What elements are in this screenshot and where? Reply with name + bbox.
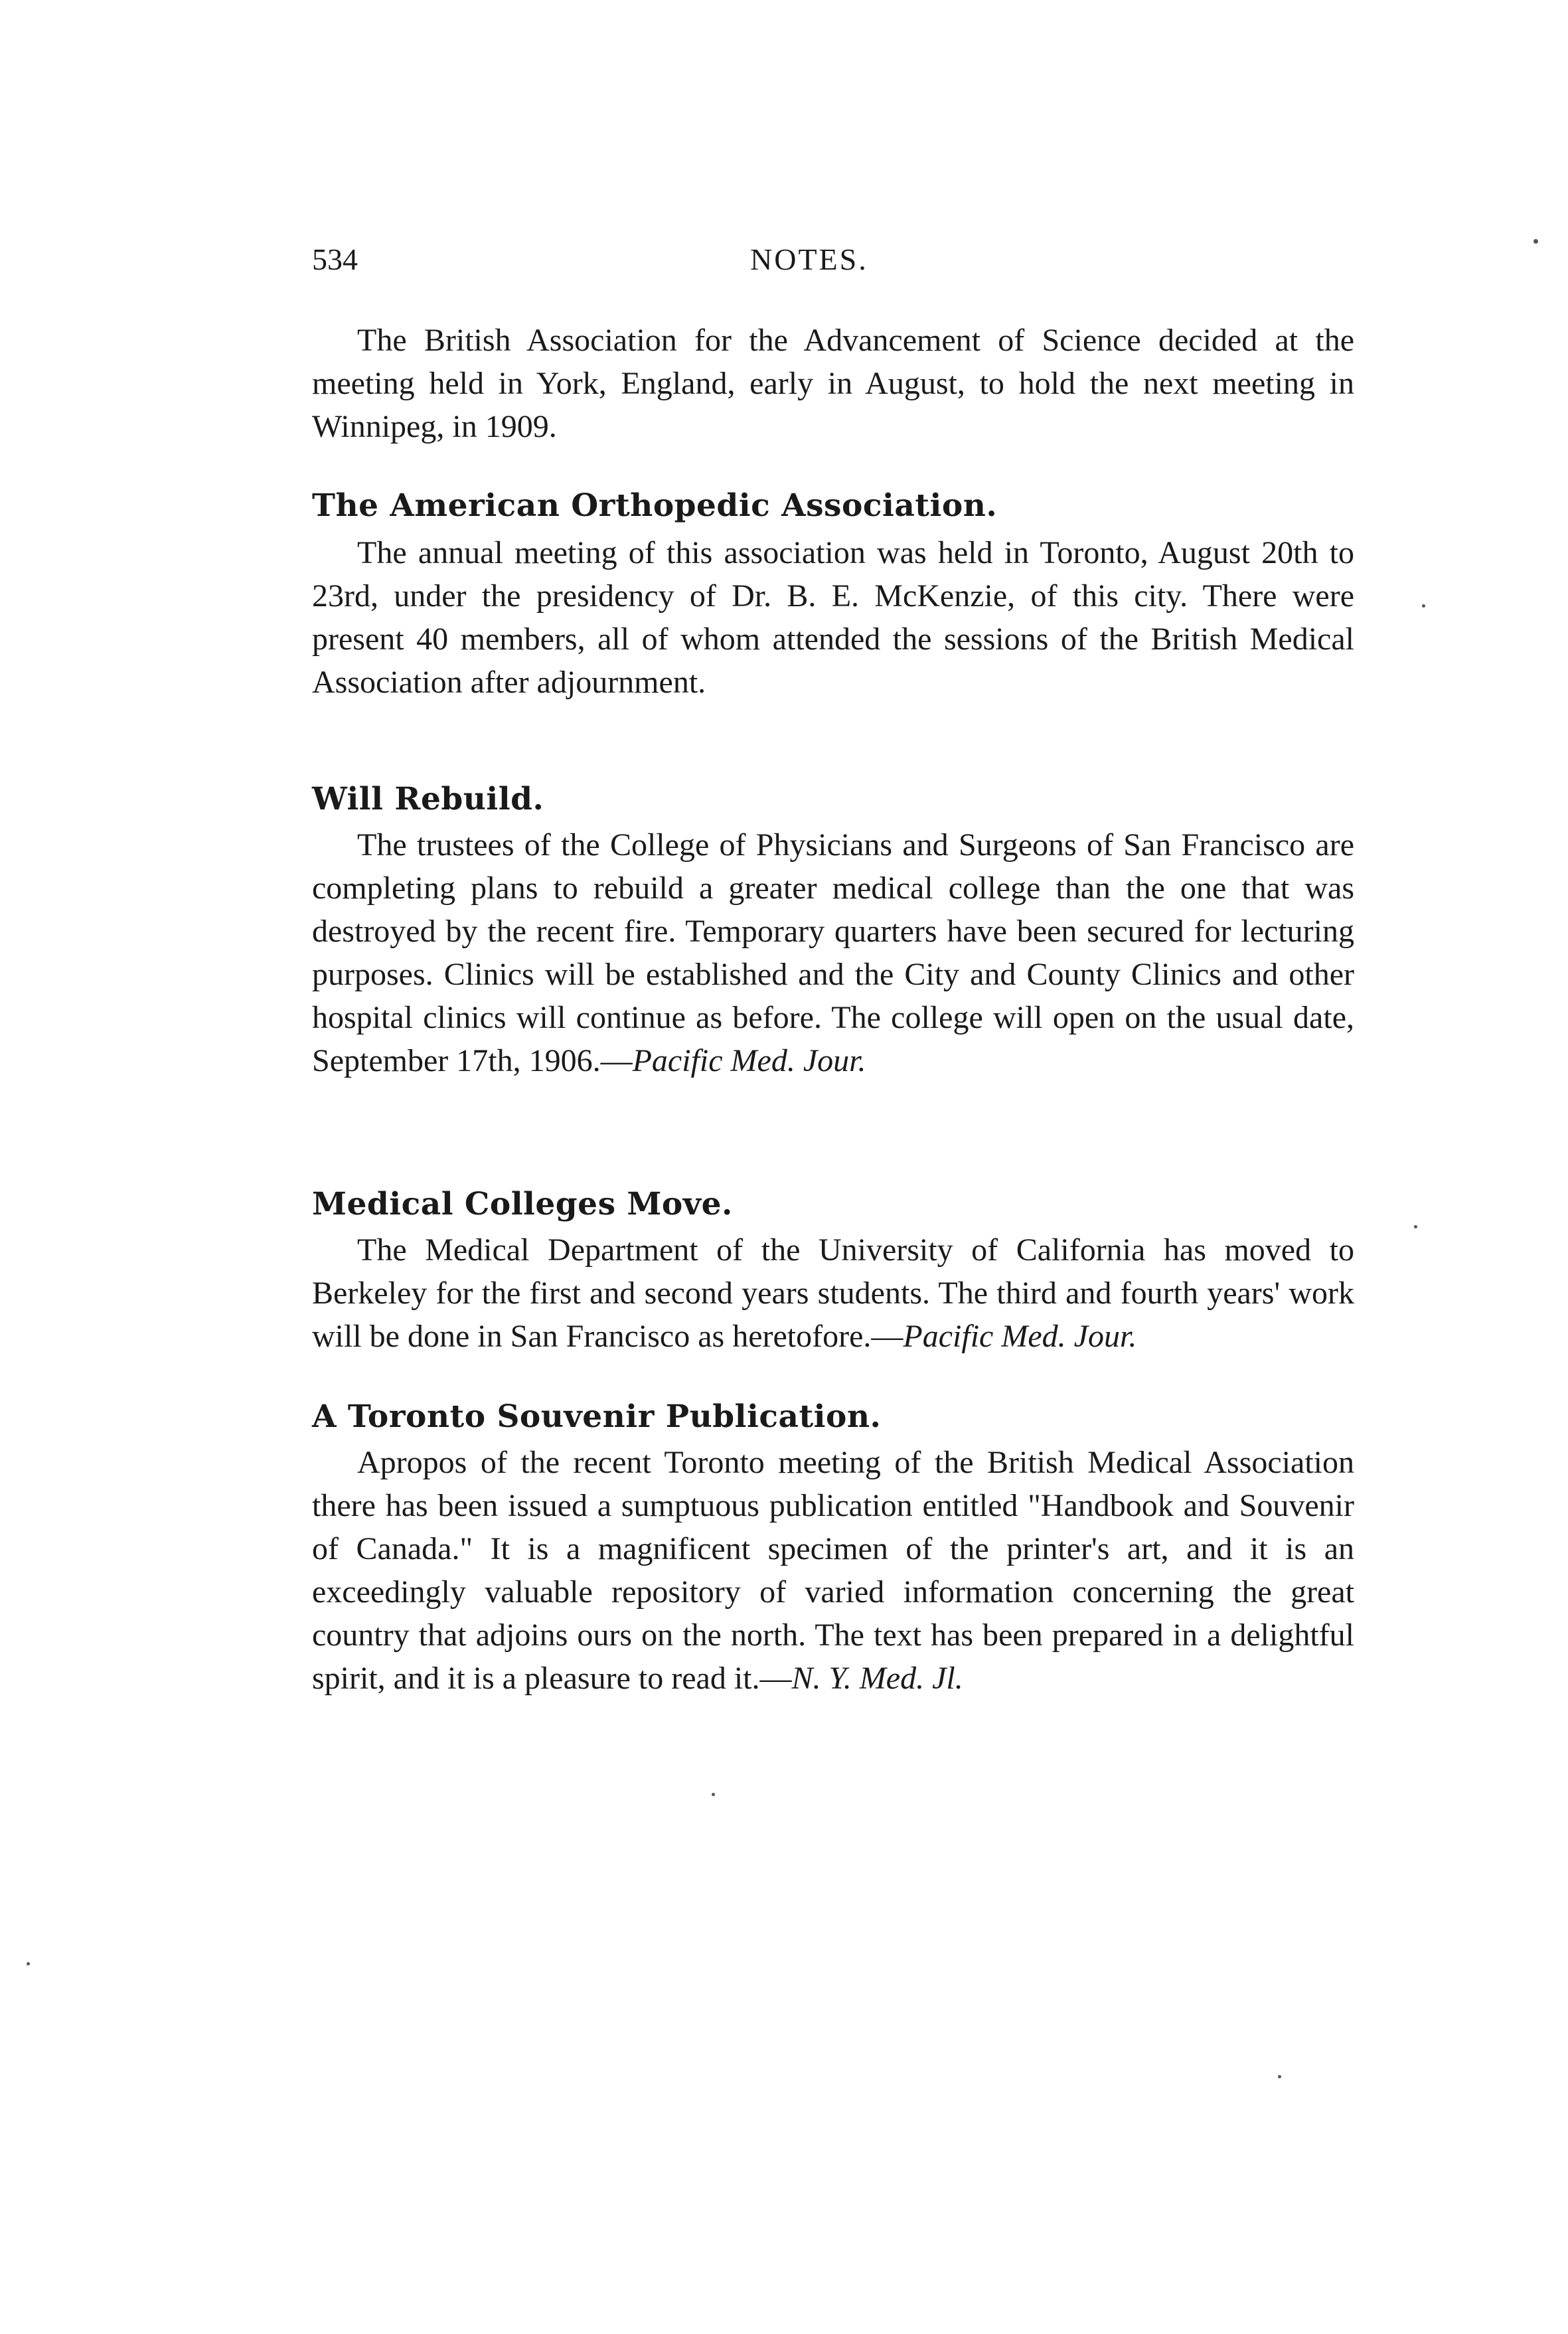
section-body-rebuild bbox=[312, 823, 1354, 1082]
section-text: Apropos of the recent Toronto meeting of the British Medical Association there has been issued a sumptuous publication entitled "Handbook and Souvenir of Canada." It is a magnificent specimen of the printer's art, and it is an exceedingly valuable repository of varied information concerning the great country that adjoins ours on the north. The text has been prepared in a delightful spirit, and it is a pleasure to read it.— bbox=[312, 1445, 1354, 1696]
scan-speck bbox=[1414, 1225, 1417, 1228]
section-body-souvenir bbox=[312, 1441, 1354, 1700]
scan-speck bbox=[27, 1962, 30, 1965]
section-heading-souvenir: A Toronto Souvenir Publication. bbox=[312, 1398, 882, 1435]
section-heading-rebuild: Will Rebuild. bbox=[312, 781, 544, 817]
source-citation: Pacific Med. Jour. bbox=[632, 1043, 866, 1078]
scan-speck bbox=[712, 1793, 715, 1796]
section-text: The Medical Department of the University of California has moved to Berkeley for the first and second years students. The third and fourth years' work will be done in San Francisco as heretofore.— bbox=[312, 1232, 1354, 1354]
section-heading-orthopedic: The American Orthopedic Association. bbox=[312, 487, 998, 524]
source-citation: Pacific Med. Jour. bbox=[903, 1319, 1137, 1354]
section-text: The trustees of the College of Physicians and Surgeons of San Francisco are completing plans to rebuild a greater medical college than the one that was destroyed by the recent fire. Temporary quarters have been secured for lecturing purposes. Clinics will be established and the City and County Clinics and other hospital clinics will continue as before. The college will open on the usual date, September 17th, 1906.— bbox=[312, 827, 1354, 1078]
intro-paragraph: The British Association for the Advancement of Science decided at the meeting held in York, England, early in August, to hold the next meeting in Winnipeg, in 1909. bbox=[312, 323, 1354, 444]
scan-speck bbox=[1422, 604, 1425, 608]
scan-speck bbox=[1278, 2075, 1281, 2078]
running-head: NOTES. bbox=[750, 242, 868, 276]
scan-speck bbox=[1533, 239, 1538, 244]
page-number: 534 bbox=[312, 242, 358, 276]
section-body-colleges-move bbox=[312, 1228, 1354, 1358]
source-citation: N. Y. Med. Jl. bbox=[791, 1661, 963, 1696]
section-body-orthopedic bbox=[312, 531, 1354, 704]
section-paragraph: The annual meeting of this association was held in Toronto, August 20th to 23rd, under the presidency of Dr. B. E. McKenzie, of this city. There were present 40 members, all of whom attended the sessions of the British Medical Association after adjournment. bbox=[312, 535, 1354, 700]
section-heading-colleges-move: Medical Colleges Move. bbox=[312, 1186, 733, 1222]
section-paragraph bbox=[312, 1228, 1354, 1358]
intro-block bbox=[312, 319, 1354, 448]
section-paragraph bbox=[312, 823, 1354, 1082]
section-paragraph bbox=[312, 1441, 1354, 1700]
